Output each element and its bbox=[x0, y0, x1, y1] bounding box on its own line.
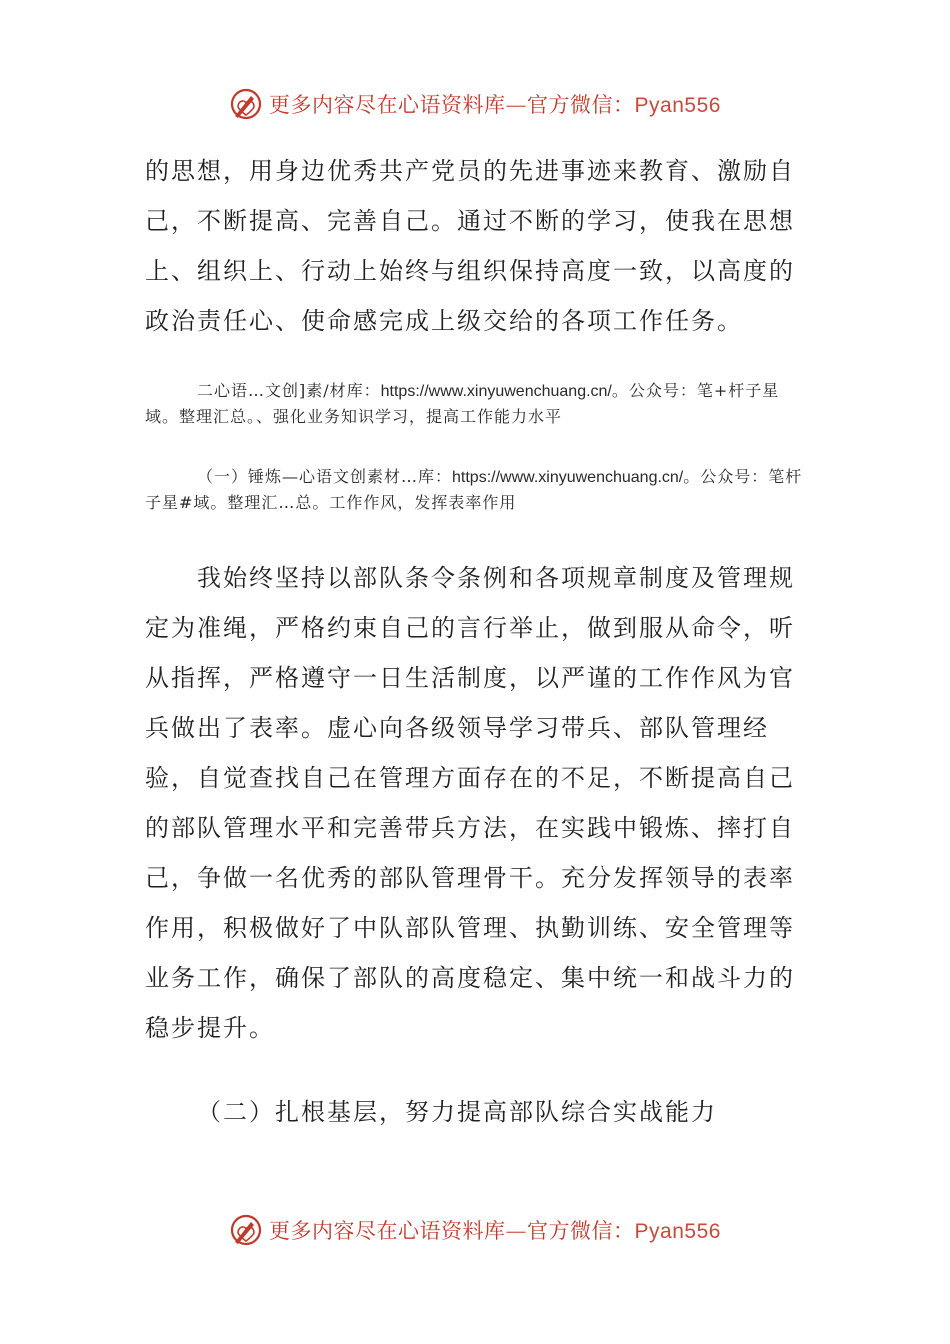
header-text: 更多内容尽在心语资料库—官方微信：Pyan556 bbox=[269, 93, 721, 117]
pen-heart-logo-icon bbox=[229, 87, 263, 121]
note-url-2[interactable]: https://www.xinyuwenchuang.cn/ bbox=[452, 469, 684, 486]
section-heading-2: （二）扎根基层，努力提高部队综合实战能力 bbox=[197, 1098, 717, 1126]
watermark-note-2: （一）锤炼—心语文创素材…库：https://www.xinyuwenchuang.cn/。公众号：笔杆子星#域。整理汇…总。工作作风，发挥表率作用 bbox=[145, 467, 803, 512]
header-banner bbox=[0, 84, 950, 124]
note-url-1[interactable]: https://www.xinyuwenchuang.cn/ bbox=[380, 383, 612, 400]
footer-text: 更多内容尽在心语资料库—官方微信：Pyan556 bbox=[269, 1219, 721, 1243]
body-paragraph-3: 我始终坚持以部队条令条例和各项规章制度及管理规定为准绳，严格约束自己的言行举止，做到服从命令，听从指挥，严格遵守一日生活制度，以严谨的工作作风为官兵做出了表率。虚心向各级领导学习带兵、部队管理经验，自觉查找自己在管理方面存在的不足，不断提高自己的部队管理水平和完善带兵方法，在实践中锻炼、摔打自己，争做一名优秀的部队管理骨干。充分发挥领导的表率作用，积极做好了中队部队管理、执勤训练、安全管理等业务工作，确保了部队的高度稳定、集中统一和战斗力的稳步提升。 bbox=[145, 564, 795, 1042]
watermark-note-1: 二心语…文创]素/材库：https://www.xinyuwenchuang.cn/。公众号：笔+杆子星域。整理汇总。、强化业务知识学习，提高工作能力水平 bbox=[145, 381, 780, 426]
footer-banner bbox=[0, 1210, 950, 1250]
body-paragraph-1: 的思想，用身边优秀共产党员的先进事迹来教育、激励自己，不断提高、完善自己。通过不断的学习，使我在思想上、组织上、行动上始终与组织保持高度一致，以高度的政治责任心、使命感完成上级交给的各项工作任务。 bbox=[145, 157, 795, 335]
pen-heart-logo-icon bbox=[229, 1213, 263, 1247]
